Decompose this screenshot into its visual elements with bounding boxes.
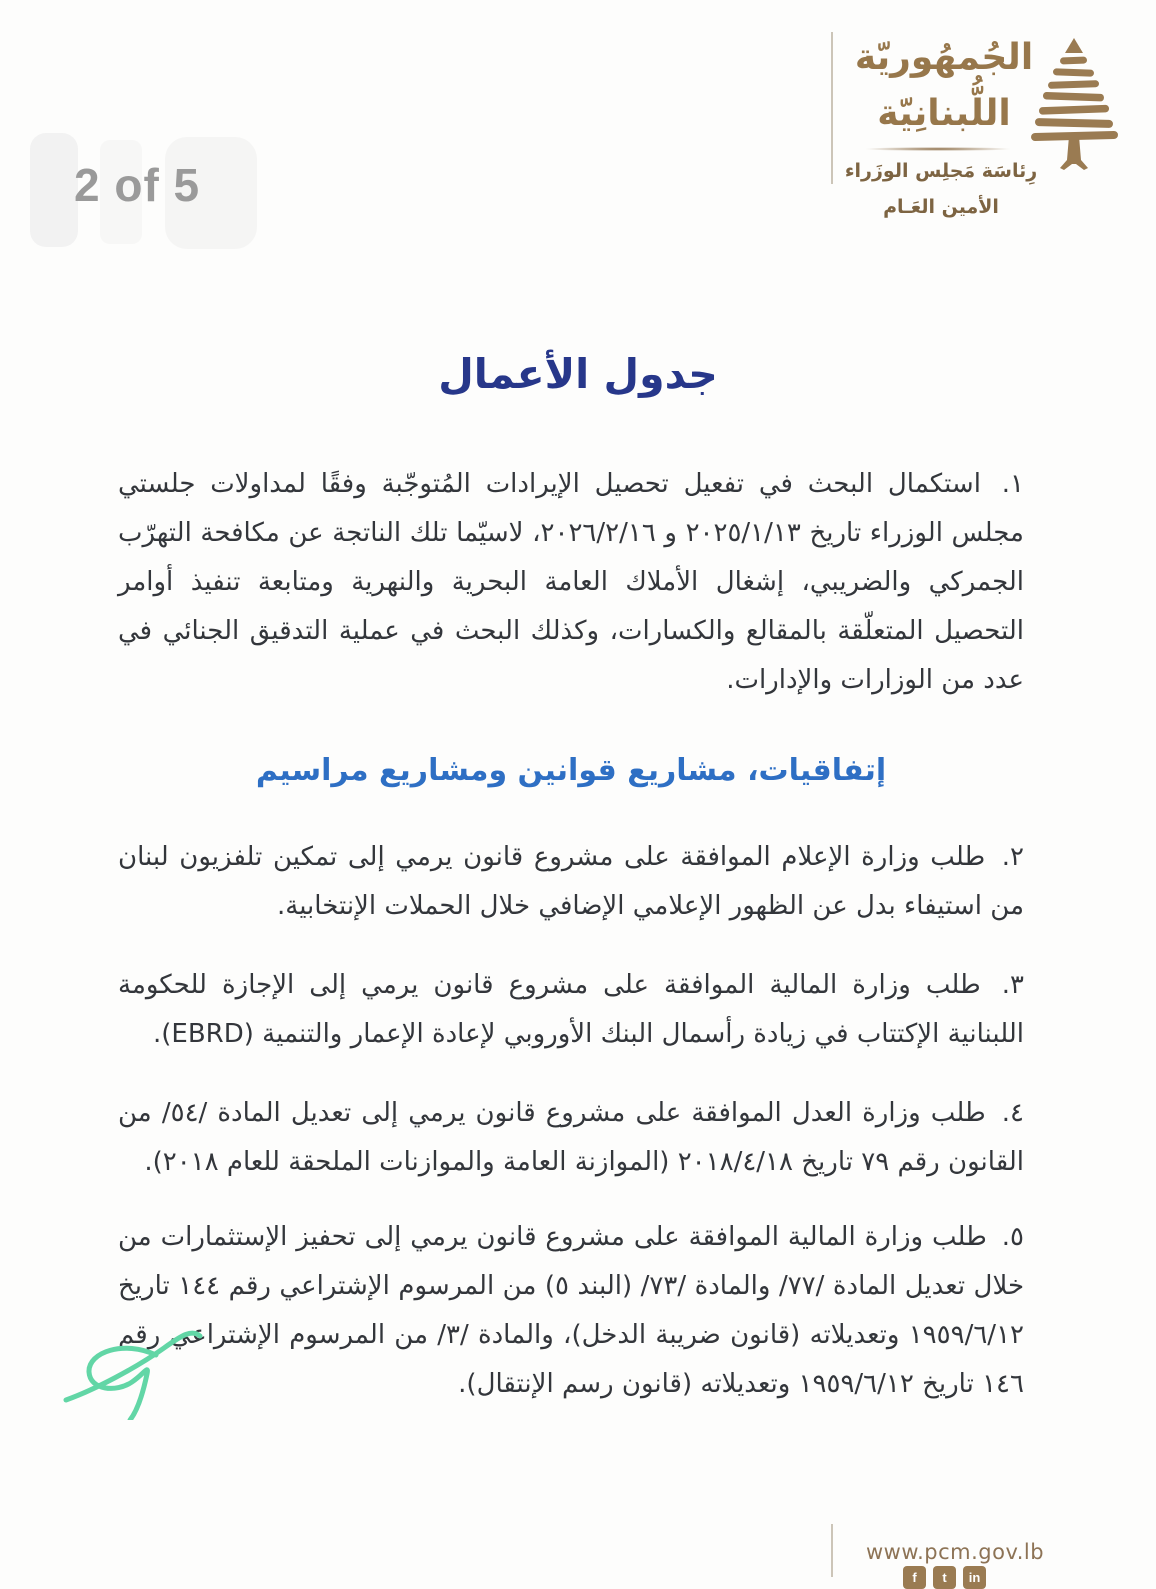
item-text: طلب وزارة العدل الموافقة على مشروع قانون يرمي إلى تعديل المادة /٥٤/ من القانون رقم ٧٩ تاريخ ٢٠١٨/٤/١٨ (الموازنة العامة والموازنات الملحقة للعام ٢٠١٨). [118, 1098, 1024, 1177]
agenda-item-3 [118, 961, 1024, 1059]
footer-divider-vertical [831, 1524, 833, 1577]
handwritten-check-mark [52, 1320, 217, 1424]
item-text: طلب وزارة المالية الموافقة على مشروع قانون يرمي إلى تحفيز الإستثمارات من خلال تعديل المادة /٧٧/ والمادة /٧٣/ (البند ٥) من المرسوم الإشتراعي رقم ١٤٤ تاريخ ١٩٥٩/٦/١٢ وتعديلاته (قانون ضريبة الدخل)، والمادة /٣/ من المرسوم الإشتراعي رقم ١٤٦ تاريخ ١٩٥٩/٦/١٢ وتعديلاته (قانون رسم الإنتقال). [118, 1222, 1025, 1399]
facebook-icon: f [903, 1566, 926, 1589]
letterhead-divider-horizontal [866, 147, 1010, 151]
item-number: ٣. [1001, 970, 1025, 1000]
social-icons-row [903, 1566, 986, 1589]
agenda-item-2 [118, 833, 1024, 931]
item-number: ٢. [1001, 842, 1025, 872]
republic-name-line1: الجُمهُوريّة [854, 37, 1034, 78]
viewer-ghost-shape [30, 133, 78, 247]
document-title: جدول الأعمال [438, 350, 718, 398]
item-text: طلب وزارة الإعلام الموافقة على مشروع قانون يرمي إلى تمكين تلفزيون لبنان من استيفاء بدل عن الظهور الإعلامي الإضافي خلال الحملات الإنتخابية. [118, 842, 1024, 921]
section-heading: إتفاقيات، مشاريع قوانين ومشاريع مراسيم [255, 753, 887, 788]
website-url: www.pcm.gov.lb [866, 1540, 1045, 1564]
document-body [118, 460, 1024, 1409]
item-number: ١. [1001, 469, 1025, 499]
item-text: طلب وزارة المالية الموافقة على مشروع قانون يرمي إلى الإجازة للحكومة اللبنانية الإكتتاب في زيادة رأسمال البنك الأوروبي لإعادة الإعمار والتنمية (EBRD). [118, 970, 1024, 1049]
republic-name-line2: اللُّبنانِيّة [877, 93, 1011, 134]
agenda-item-1 [118, 460, 1024, 705]
agenda-item-5 [118, 1213, 1024, 1409]
item-number: ٥. [1001, 1222, 1025, 1252]
item-number: ٤. [1001, 1098, 1025, 1128]
republic-name [850, 30, 1038, 142]
cedar-tree-icon [1024, 36, 1124, 178]
letterhead-divider-vertical [831, 32, 833, 184]
page-indicator: 2 of 5 [74, 159, 201, 211]
twitter-icon: t [933, 1566, 956, 1589]
linkedin-icon: in [963, 1566, 986, 1589]
agenda-item-4 [118, 1089, 1024, 1187]
item-text: استكمال البحث في تفعيل تحصيل الإيرادات المُتوجّبة وفقًا لمداولات جلستي مجلس الوزراء تاريخ ٢٠٢٥/١/١٣ و ٢٠٢٦/٢/١٦، لاسيّما تلك الناتجة عن مكافحة التهرّب الجمركي والضريبي، إشغال الأملاك العامة البحرية والنهرية ومتابعة تنفيذ أوامر التحصيل المتعلّقة بالمقالع والكسارات، وكذلك البحث في عملية التدقيق الجنائي في عدد من الوزارات والإدارات. [118, 469, 1024, 695]
letterhead-role: الأمين العَـام [883, 196, 999, 218]
letterhead-office: رِئاسَة مَجلِس الوزَراء [844, 160, 1038, 182]
